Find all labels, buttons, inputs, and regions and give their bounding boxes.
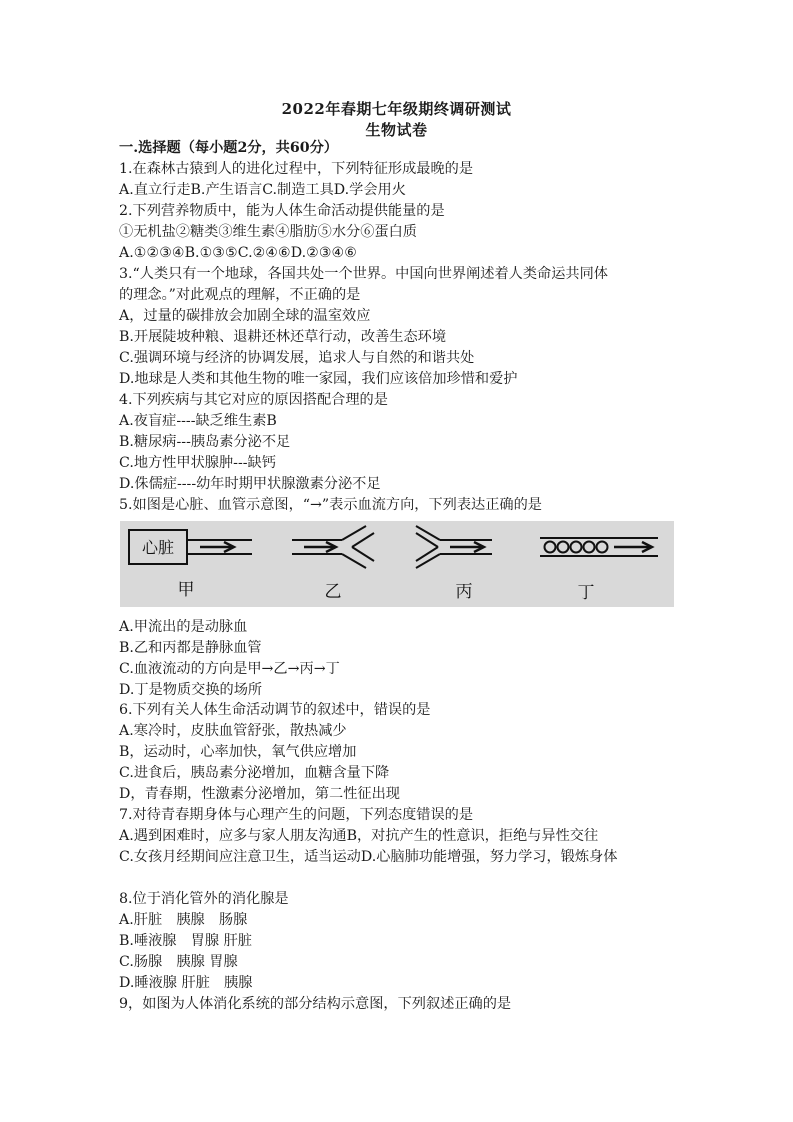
q2-stem: 2.下列营养物质中，能为人体生命活动提供能量的是: [119, 203, 445, 219]
figure-label-bing: 丙: [455, 582, 473, 602]
heart-vessel-figure: [120, 521, 674, 607]
q6-option-d: D，青春期，性激素分泌增加，第二性征出现: [119, 786, 400, 802]
q3-stem-line2: 的理念。”对此观点的理解，不正确的是: [119, 287, 361, 303]
q4-option-a: A.夜盲症----缺乏维生素B: [119, 413, 277, 429]
q6-stem: 6.下列有关人体生命活动调节的叙述中，错误的是: [119, 702, 431, 718]
figure-label-yi: 乙: [324, 582, 342, 602]
q5-option-c: C.血液流动的方向是甲→乙→丙→丁: [119, 661, 340, 677]
vessel-bing: [416, 526, 492, 568]
q7-options-ab: A.遇到困难时，应多与家人朋友沟通B，对抗产生的性意识，拒绝与异性交往: [119, 828, 599, 844]
q6-option-b: B，运动时，心率加快，氧气供应增加: [119, 744, 357, 760]
q5-option-a: A.甲流出的是动脉血: [119, 619, 248, 635]
q3-stem-line1: 3.“人类只有一个地球，各国共处一个世界。中国向世界阐述着人类命运共同体: [119, 266, 608, 282]
q2-options: A.①②③④B.①③⑤C.②④⑥D.②③④⑥: [119, 245, 357, 261]
q8-option-d: D.睡液腺 肝脏 胰腺: [119, 975, 253, 991]
q1-options: A.直立行走B.产生语言C.制造工具D.学会用火: [119, 182, 406, 198]
q5-option-d: D.丁是物质交换的场所: [119, 682, 263, 698]
q3-option-a: A，过量的碳排放会加剧全球的温室效应: [119, 308, 371, 324]
q3-option-b: B.开展陡坡种粮、退耕还林还草行动，改善生态环境: [119, 329, 447, 345]
q3-option-c: C.强调环境与经济的协调发展，追求人与自然的和谐共处: [119, 350, 475, 366]
q3-option-d: D.地球是人类和其他生物的唯一家园，我们应该倍加珍惜和爱护: [119, 371, 518, 387]
q8-option-a: A.肝脏 胰腺 肠腺: [119, 912, 248, 928]
section-heading: 一.选择题（每小题2分，共60分）: [119, 140, 338, 156]
heart-label: 心脏: [141, 538, 175, 557]
q5-stem: 5.如图是心脏、血管示意图，“→”表示血流方向，下列表达正确的是: [119, 497, 542, 513]
q6-option-a: A.寒冷时，皮肤血管舒张，散热减少: [119, 723, 347, 739]
q1-stem: 1.在森林古猿到人的进化过程中，下列特征形成最晚的是: [119, 161, 474, 177]
q2-items: ①无机盐②糖类③维生素④脂肪⑤水分⑥蛋白质: [119, 224, 417, 240]
q8-option-b: B.唾液腺 胃腺 肝脏: [119, 933, 252, 949]
q5-option-b: B.乙和丙都是静脉血管: [119, 640, 262, 656]
exam-subtitle: 生物试卷: [365, 121, 428, 139]
q4-option-b: B.糖尿病---胰岛素分泌不足: [119, 434, 291, 450]
vessel-yi: [292, 526, 374, 568]
figure-label-jia: 甲: [177, 580, 195, 600]
q9-stem: 9，如图为人体消化系统的部分结构示意图，下列叙述正确的是: [119, 996, 512, 1012]
q7-options-cd: C.女孩月经期间应注意卫生，适当运动D.心脑肺功能增强，努力学习，锻炼身体: [119, 849, 618, 865]
exam-title: 2022年春期七年级期终调研测试: [281, 100, 512, 118]
q7-stem: 7.对待青春期身体与心理产生的问题，下列态度错误的是: [119, 807, 474, 823]
q6-option-c: C.进食后，胰岛素分泌增加，血糖含量下降: [119, 765, 390, 781]
q4-option-c: C.地方性甲状腺肿---缺钙: [119, 455, 276, 471]
q8-stem: 8.位于消化管外的消化腺是: [119, 891, 289, 907]
q4-stem: 4.下列疾病与其它对应的原因搭配合理的是: [119, 392, 388, 408]
vessel-ding: [540, 538, 658, 556]
q8-option-c: C.肠腺 胰腺 胃腺: [119, 954, 238, 970]
figure-label-ding: 丁: [577, 583, 595, 603]
q4-option-d: D.侏儒症----幼年时期甲状腺激素分泌不足: [119, 476, 381, 492]
